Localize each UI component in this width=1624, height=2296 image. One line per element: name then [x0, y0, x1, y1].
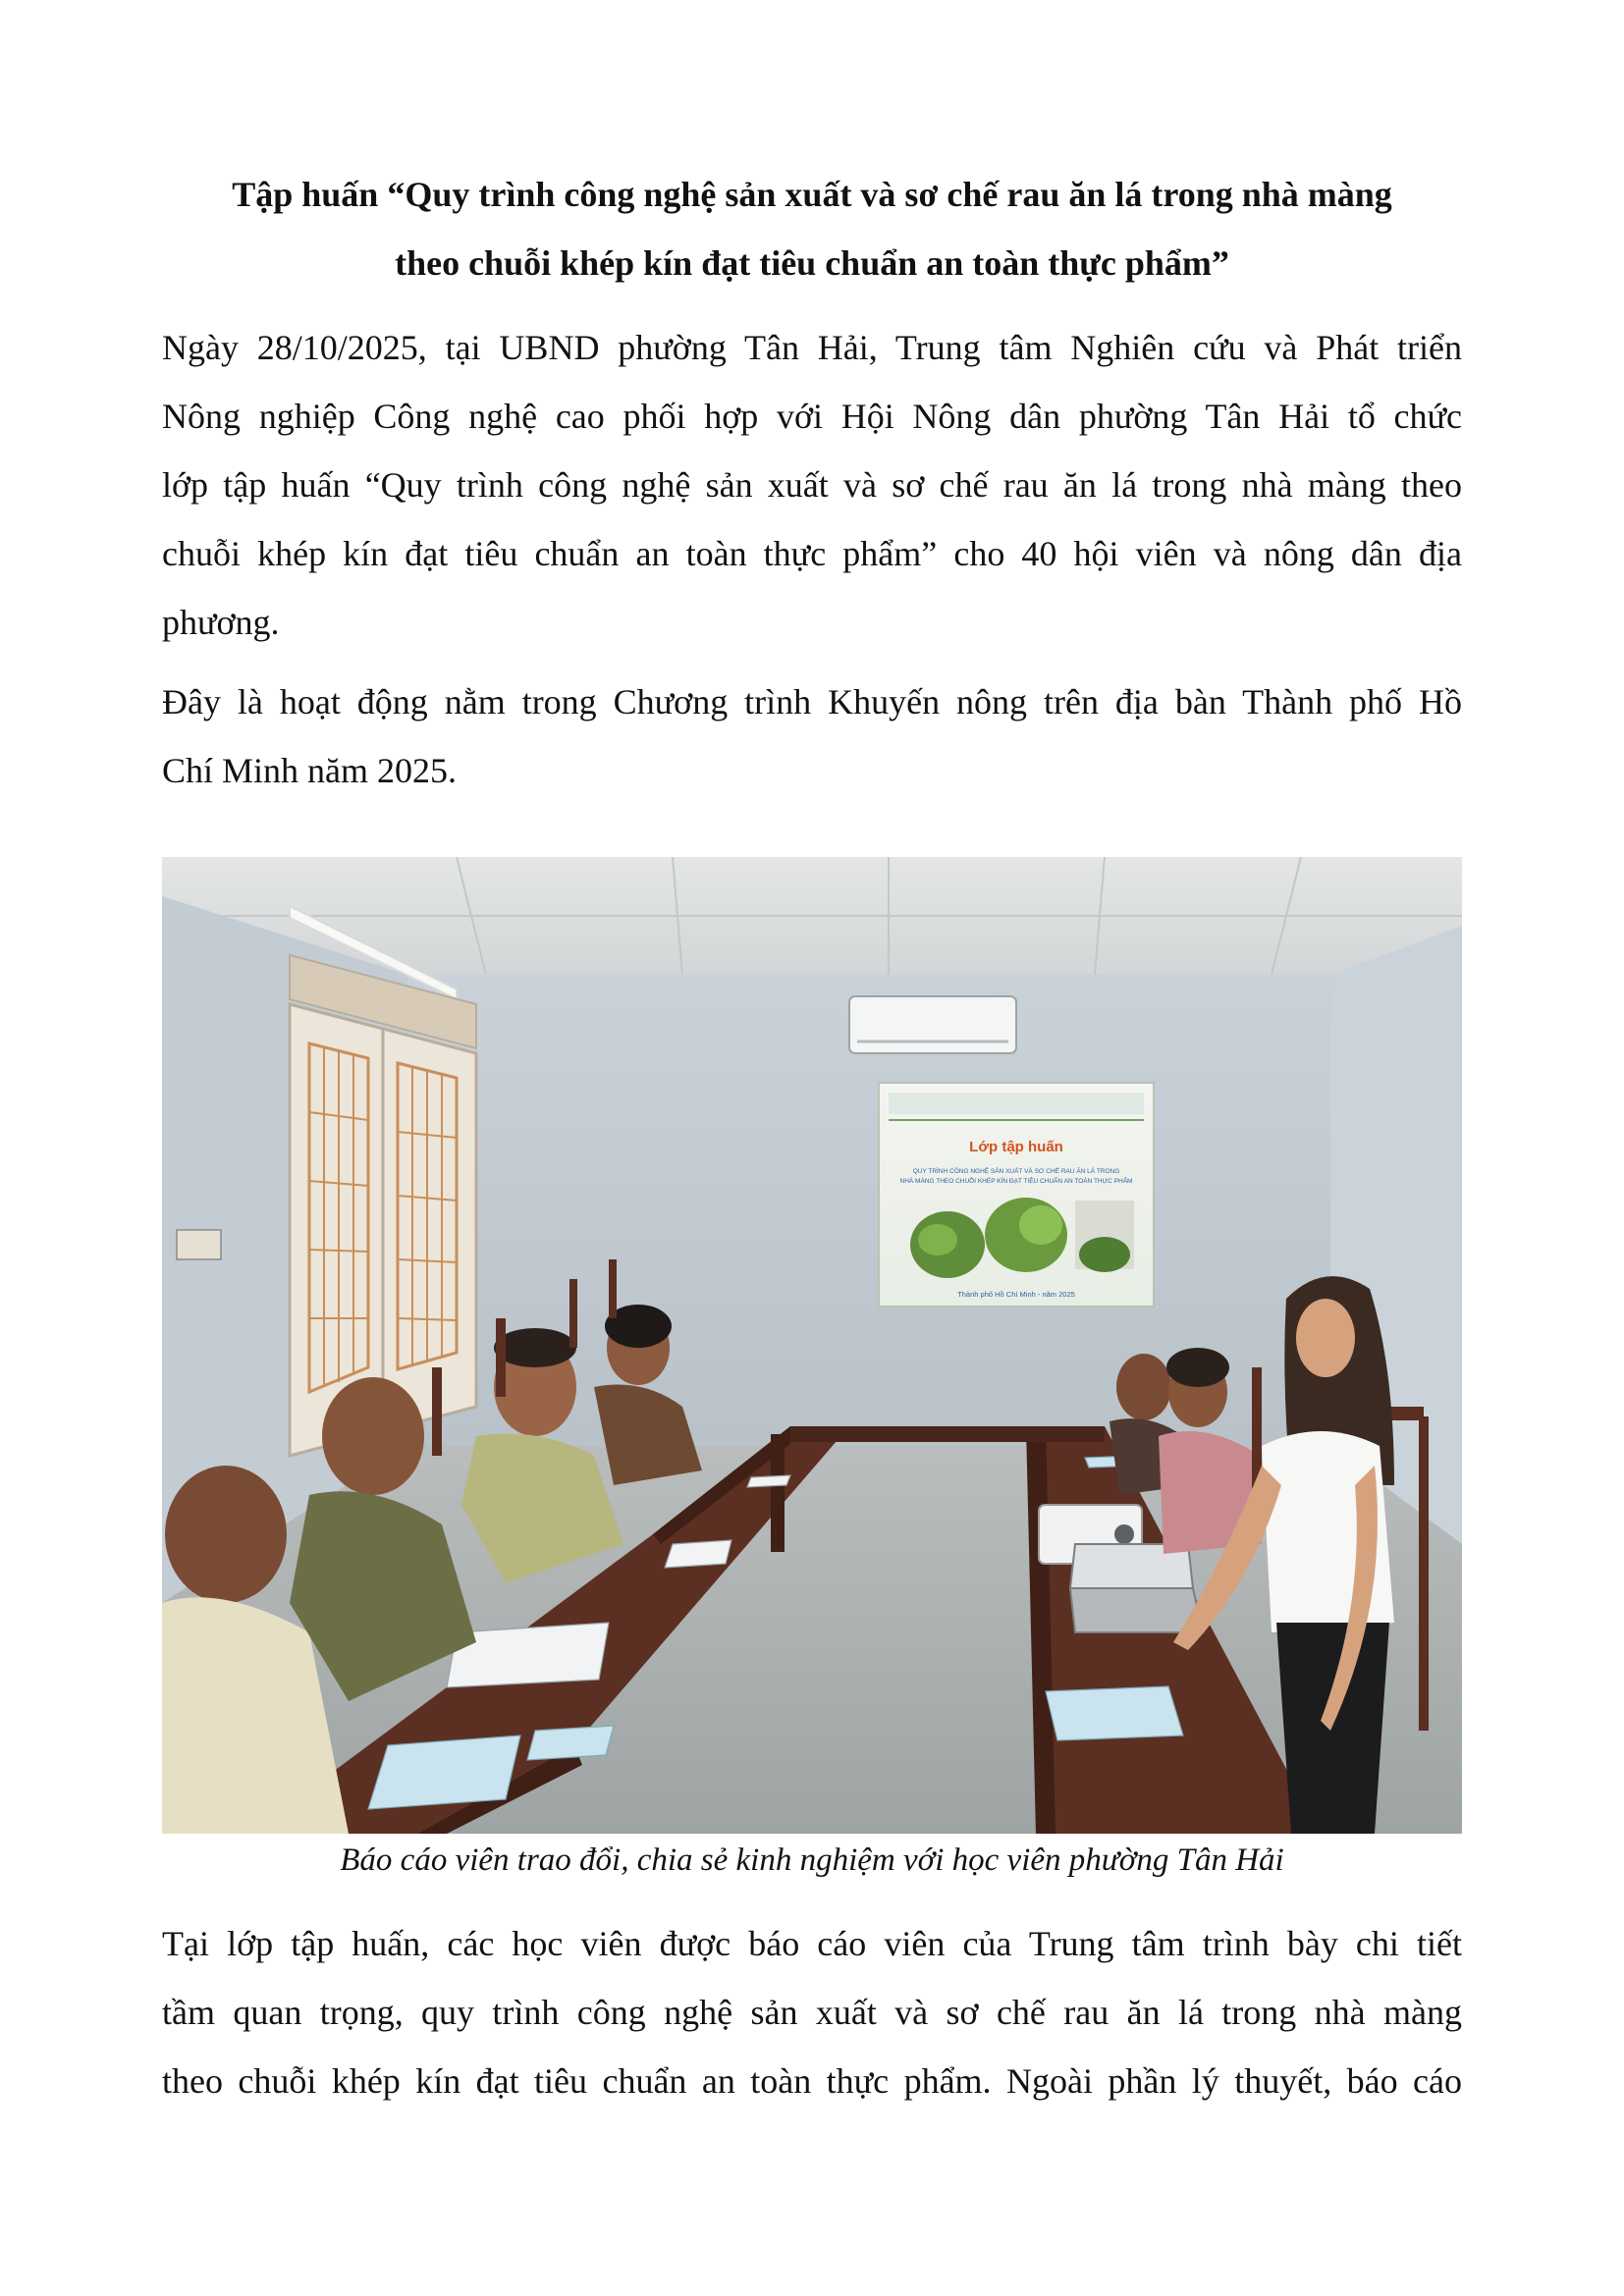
- title-line: theo chuỗi khép kín đạt tiêu chuẩn an toàn thực phẩm”: [395, 243, 1229, 283]
- paragraph-line: Chí Minh năm 2025.: [162, 751, 458, 790]
- paragraph-line: Nông nghiệp Công nghệ cao phối hợp với Hội Nông dân phường Tân Hải tổ chức: [162, 397, 1462, 436]
- paragraph-line: Đây là hoạt động nằm trong Chương trình Khuyến nông trên địa bàn Thành phố Hồ: [162, 682, 1462, 721]
- slide-body-line: NHÀ MÀNG THEO CHUỖI KHÉP KÍN ĐẠT TIÊU CHUẨN AN TOÀN THỰC PHẨM: [899, 1178, 1133, 1185]
- training-photo: [162, 857, 1462, 1834]
- paragraph-line: Ngày 28/10/2025, tại UBND phường Tân Hải, Trung tâm Nghiên cứu và Phát triển: [162, 328, 1462, 367]
- photo-caption: Báo cáo viên trao đổi, chia sẻ kinh nghiệm với học viên phường Tân Hải: [340, 1842, 1284, 1878]
- paragraph-line: tầm quan trọng, quy trình công nghệ sản xuất và sơ chế rau ăn lá trong nhà màng: [162, 1993, 1462, 2032]
- paragraph-line: chuỗi khép kín đạt tiêu chuẩn an toàn thực phẩm” cho 40 hội viên và nông dân địa: [162, 534, 1462, 573]
- paragraph-line: Tại lớp tập huấn, các học viên được báo cáo viên của Trung tâm trình bày chi tiết: [162, 1924, 1462, 1963]
- paragraph-intro: [162, 313, 1462, 657]
- laptop: [1070, 1588, 1203, 1632]
- title-line: Tập huấn “Quy trình công nghệ sản xuất và sơ chế rau ăn lá trong nhà màng: [232, 175, 1392, 214]
- paragraph-line: lớp tập huấn “Quy trình công nghệ sản xuất và sơ chế rau ăn lá trong nhà màng theo: [162, 465, 1462, 505]
- paragraph-line: phương.: [162, 603, 280, 642]
- paragraph-training-details: [162, 1909, 1462, 2115]
- slide-heading: Lớp tập huấn: [969, 1139, 1063, 1155]
- projection-slide: [879, 1083, 1154, 1307]
- slide-body-line: QUY TRÌNH CÔNG NGHỆ SẢN XUẤT VÀ SƠ CHẾ RAU ĂN LÁ TRONG: [912, 1168, 1120, 1175]
- article-title: [162, 160, 1462, 297]
- paragraph-line: theo chuỗi khép kín đạt tiêu chuẩn an toàn thực phẩm. Ngoài phần lý thuyết, báo cáo: [162, 2061, 1462, 2101]
- air-conditioner: [849, 996, 1016, 1053]
- slide-footer: Thành phố Hồ Chí Minh - năm 2025: [957, 1290, 1075, 1299]
- paragraph-program: [162, 667, 1462, 805]
